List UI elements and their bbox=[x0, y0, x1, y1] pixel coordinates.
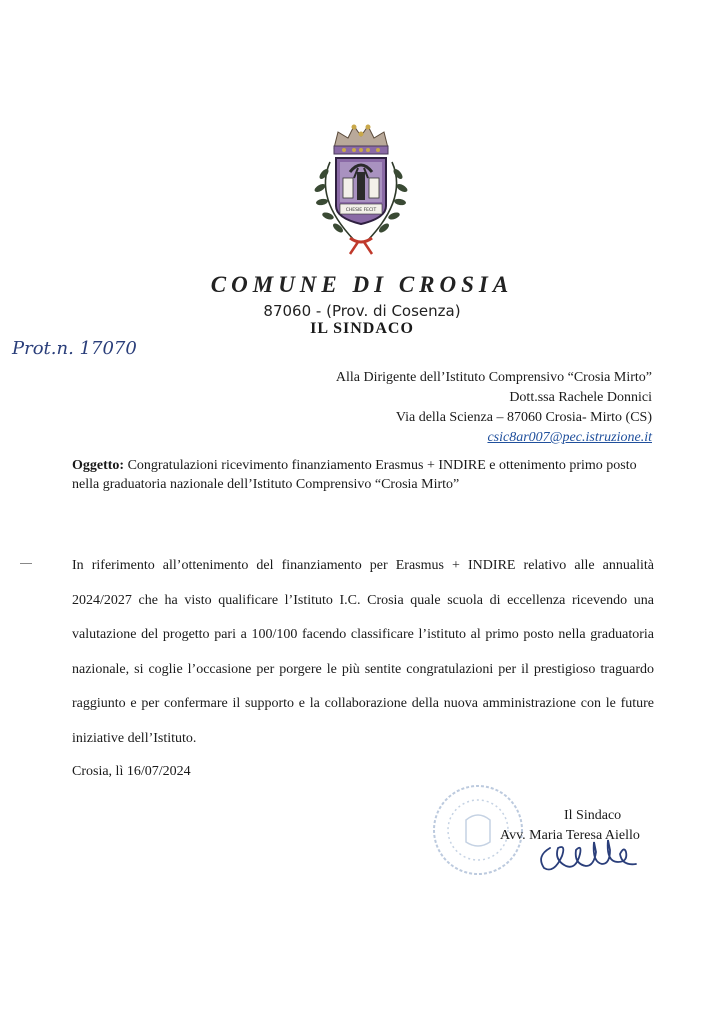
crown-icon bbox=[334, 125, 388, 155]
svg-text:Prot.n. 17070: Prot.n. 17070 bbox=[12, 338, 137, 359]
ribbon-icon bbox=[350, 238, 372, 254]
handwritten-signature bbox=[532, 826, 644, 876]
office-title: IL SINDACO bbox=[310, 320, 414, 337]
subject bbox=[72, 456, 662, 494]
signature-name: Avv. Maria Teresa Aiello bbox=[500, 828, 640, 843]
recipient-email-line bbox=[252, 428, 652, 448]
municipality-address: 87060 - (Prov. di Cosenza) bbox=[263, 302, 461, 320]
letter-body: In riferimento all’ottenimento del finanziamento per Erasmus + INDIRE relativo alle annualità 2024/2027 che ha visto qualificare l’Istituto I.C. Crosia quale scuola di eccellenza ricevendo una valutazione del progetto pari a 100/100 facendo classificare l’istituto al primo posto nella graduatoria nazionale, si coglie l’occasione per porgere le più sentite congratulazioni per il prestigioso traguardo raggiunto e per confermare il supporto e la collaborazione della nuova amministrazione con le future iniziative dell’Istituto. bbox=[72, 558, 654, 746]
recipient-line-1: Alla Dirigente dell’Istituto Comprensivo “Crosia Mirto” bbox=[335, 370, 652, 385]
coat-of-arms-icon bbox=[300, 118, 422, 258]
subject-label: Oggetto: bbox=[72, 458, 125, 473]
subject-text: Congratulazioni ricevimento finanziamento Erasmus + INDIRE e ottenimento primo posto nella graduatoria nazionale dell’Istituto Comprensivo “Crosia Mirto” bbox=[72, 458, 637, 492]
municipality-title: COMUNE DI CROSIA bbox=[210, 272, 514, 297]
handwritten-protocol-note bbox=[10, 326, 140, 366]
dateline: Crosia, lì 16/07/2024 bbox=[72, 764, 191, 779]
recipient-email-link[interactable]: csic8ar007@pec.istruzione.it bbox=[487, 430, 652, 445]
recipient-line-2: Dott.ssa Rachele Donnici bbox=[509, 390, 652, 405]
recipient-line-3: Via della Scienza – 87060 Crosia- Mirto (CS) bbox=[395, 410, 652, 425]
margin-mark bbox=[20, 563, 32, 564]
svg-text:CHESIE FECIT: CHESIE FECIT bbox=[345, 208, 377, 213]
signature-title: Il Sindaco bbox=[564, 808, 622, 823]
